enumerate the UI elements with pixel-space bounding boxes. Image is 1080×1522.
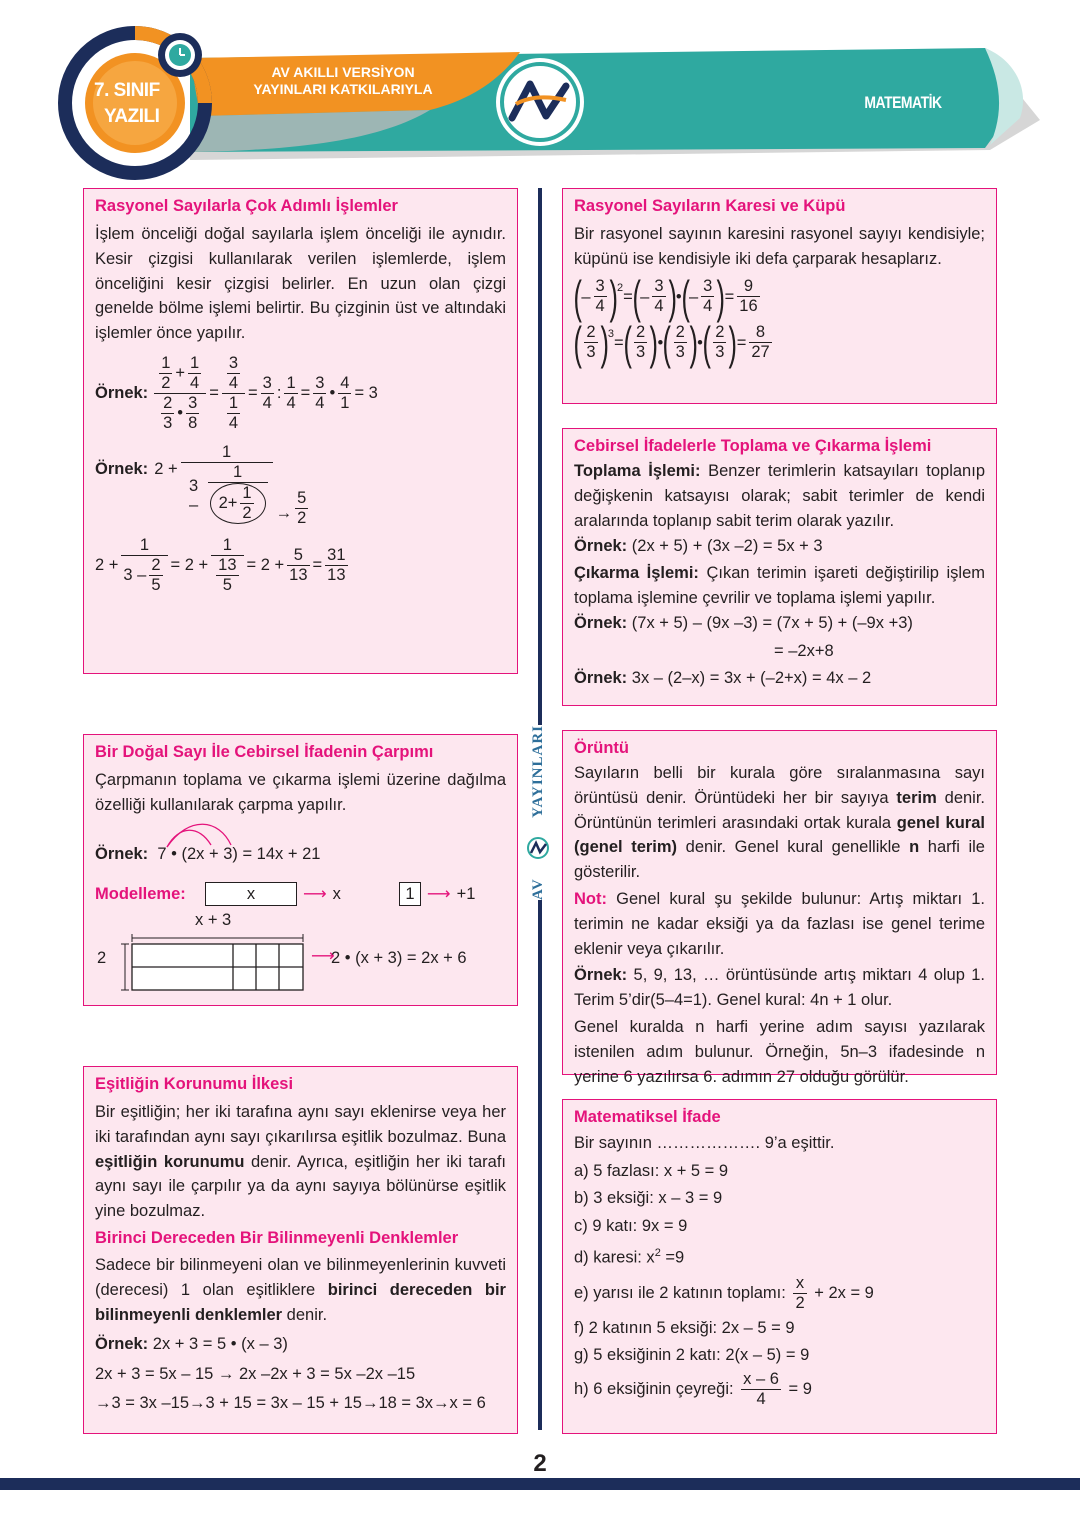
page-number: 2 [533,1450,547,1477]
item-d: d) karesi: $x^2 =9$ [574,1247,685,1267]
cube-example: ( 2 3 ) $^3$ = ( 2 3 ) • ( 2 3 ) • ( 2 3 ) = $\frac{8}{27}$ [573,316,770,369]
arrow-icon: ⟶ [426,884,451,903]
example-line [95,840,506,868]
section-title: Matematiksel İfade [574,1108,721,1126]
arrow-icon: ⟶ [303,884,327,903]
grade-line1: 7. SINIF [94,80,160,101]
distribution-arrows-icon [159,823,239,849]
brand-av: AV [529,878,546,900]
publisher-line2: YAYINLARI KATKILARIYLA [253,81,433,97]
box-distributive [83,734,518,1006]
section-text: Çarpmanın toplama ve çıkarma işlemi üzerine dağılma özelliği kullanılarak çarpma yapılır. [95,771,506,814]
subsection-title: Birinci Dereceden Bir Bilinmeyenli Denklemler [95,1228,459,1247]
pattern-example: Örnek: 5, 9, 13, … örüntüsünde artış miktarı 4 olup 1. Terim 5’dir(5–4=1). Genel kural: 4n + 1 olur. [574,966,985,1010]
model-one-tile: 1 [399,882,421,906]
note-text: Not: Genel kural şu şekilde bulunur: Artış miktarı 1. terimin ne kadar eksiği ya da fazlası ise genel terime eklenir veya çıkarılır. [574,889,985,958]
example-2: Örnek: 2 + 1 3 – 1 2+ $\frac{1}{2}$ → 5 2 [95,442,307,527]
publisher-label [228,64,458,98]
box-square-cube [562,188,997,404]
area-height-label: 2 [97,949,107,968]
example-1: Örnek: $\frac{1}{2}$ + $\frac{1}{4}$ $\frac{2}{3}$ • $\frac{3}{8}$ = $\frac{\frac{3}{4}}{\frac{1}{4}}$ = $\frac{3}{4}$ : $\frac{1}{4}$ = $\frac{3}{4}$ • $\frac{4}{1}$ = 3 [95,353,378,432]
model-row [95,882,506,907]
item-h: h) 6 eksiğinin çeyreği: $\frac{x - 6}{4}$ = 9 [574,1369,812,1408]
model-label: Modelleme: [95,884,186,903]
area-model [95,910,506,990]
big-fraction: $\frac{1}{2}$ + $\frac{1}{4}$ $\frac{2}{3}$ • $\frac{3}{8}$ [154,354,206,433]
model-x-tile: x [205,882,297,906]
section-title: Eşitliğin Korunumu İlkesi [95,1075,294,1093]
example-2: Örnek: (7x + 5) – (9x –3) = (7x + 5) + (–9x +3) [574,614,913,633]
box-pattern [562,730,997,1086]
example-expression: 7 • (2x + 3) = 14x + 21 [157,844,321,863]
square-example: ( – 3 4 ) $^2$ = ( – 3 4 ) • ( – 3 4 ) = $\frac{9}{16}$ [573,270,758,323]
section-title: Bir Doğal Sayı İle Cebirsel İfadenin Çarpımı [95,743,434,761]
arrow-icon: ⟶ [311,947,335,966]
solution-line-2: →3 = 3x –15→3 + 15 = 3x – 15 + 15→18 = 3x→x = 6 [95,1394,486,1413]
page-header [0,0,1080,185]
item-e: e) yarısı ile 2 katının toplamı: x 2 + 2x = 9 [574,1274,874,1312]
item-c: c) 9 katı: 9x = 9 [574,1216,688,1235]
example-label: Örnek: [95,459,149,478]
example-2-solution: 2 + 1 3 – $\frac{2}{5}$ = 2 + $\frac{1}{\frac{13}{5}}$ = 2 + $\frac{5}{13}$ = $\frac{31}{13}$ [95,535,346,594]
section-text: Bir rasyonel sayının karesini rasyonel sayıyı kendisiyle; küpünü ise kendisiyle iki defa çarparak hesaplarız. [574,225,985,268]
box-math-expression [562,1099,997,1434]
grade-label [94,78,192,130]
area-result: 2 • (x + 3) = 2x + 6 [331,949,467,968]
section-title: Rasyonel Sayılarla Çok Adımlı İşlemler [95,197,398,215]
section-text: Bir eşitliğin; her iki tarafına aynı sayı eklenirse veya her iki tarafından aynı sayı çıkarılırsa eşitlik bozulmaz. Buna eşitliğin korunumu denir. Ayrıca, eşitliğin her iki tarafı aynı sayı ile çarpılır ya da aynı sayıya bölünürse eşitlik yine bozulmaz. [95,1103,506,1221]
pattern-definition: Sayıların belli bir kurala göre sıralanmasına sayı örüntüsü denir. Örüntüdeki her bir sayıya terim denir. Örüntünün terimleri arasındaki ortak kurala genel kural (genel terim) denir. Genel kural genellikle n harfi ile gösterilir. [574,764,986,882]
subtraction-text: Çıkarma İşlemi: Çıkan terimin işareti değiştirilip işlem toplama işlemine çevrilir ve toplama işlemi yapılır. [574,563,985,607]
model-x-value: x [332,884,341,903]
section-title: Rasyonel Sayıların Karesi ve Küpü [574,197,846,215]
area-width-label: x + 3 [195,911,232,930]
example-label: Örnek: [95,384,149,403]
brand-yayinlari: YAYINLARI [529,725,546,818]
intro-line: Bir sayının ………………. 9’a eşittir. [574,1134,835,1152]
section-title: Örüntü [574,739,629,757]
section-title: Cebirsel İfadelerle Toplama ve Çıkarma İşlemi [574,437,932,455]
box-algebra-add-sub [562,428,997,706]
example-1: Örnek: (2x + 5) + (3x –2) = 5x + 3 [574,537,823,556]
pattern-usage: Genel kuralda n harfi yerine adım sayısı yazılarak istenilen adım bulunur. Örneğin, 5n–3 ifadesinde n yerine 6 yazılırsa 6. adımın 27 olduğu görülür. [574,1017,985,1086]
item-a: a) 5 fazlası: x + 5 = 9 [574,1161,729,1180]
example-3: Örnek: 3x – (2–x) = 3x + (–2+x) = 4x – 2 [574,669,872,688]
grade-line2: YAZILI [104,106,160,127]
example-2-result: = –2x+8 [774,641,834,660]
publisher-line1: AV AKILLI VERSİYON [271,64,415,80]
item-b: b) 3 eksiği: x – 3 = 9 [574,1189,723,1207]
footer-bar [0,1478,1080,1490]
section-text: İşlem önceliği doğal sayılarla işlem önceliği ile aynıdır. Kesir çizgisi kullanılarak verilen işlemlerde, işlem önceliğini kesir çizgisi belirler. En uzun olan çizgi genelde bölme işlemi belirtir. Bu çizginin üst ve altındaki işlemler önce yapılır. [95,225,506,343]
box-rational-multistep [83,188,518,674]
vertical-brand [516,725,562,900]
box-equality [83,1066,518,1434]
example-line: Örnek: 2x + 3 = 5 • (x – 3) [95,1335,288,1354]
item-f: f) 2 katının 5 eksiği: 2x – 5 = 9 [574,1318,795,1337]
subject-label: MATEMATİK [864,93,942,112]
addition-text: Toplama İşlemi: Benzer terimlerin katsayıları toplanıp değişkenin katsayısı olarak; sabit terimler de kendi aralarında toplanıp sabit terim olarak yazılır. [574,462,985,530]
solution-line-1: 2x + 3 = 5x – 15 → 2x –2x + 3 = 5x –2x –15 [95,1364,416,1383]
example-label: Örnek: [95,844,149,863]
model-one-value: +1 [456,884,476,903]
item-g: g) 5 eksiğinin 2 katı: 2(x – 5) = 9 [574,1346,810,1365]
brand-logo-icon [521,837,555,859]
subsection-text: Sadece bir bilinmeyeni olan ve bilinmeyenlerinin kuvveti (derecesi) 1 olan eşitliklere birinci dereceden bir bilinmeyenli denklemler denir. [95,1255,506,1324]
